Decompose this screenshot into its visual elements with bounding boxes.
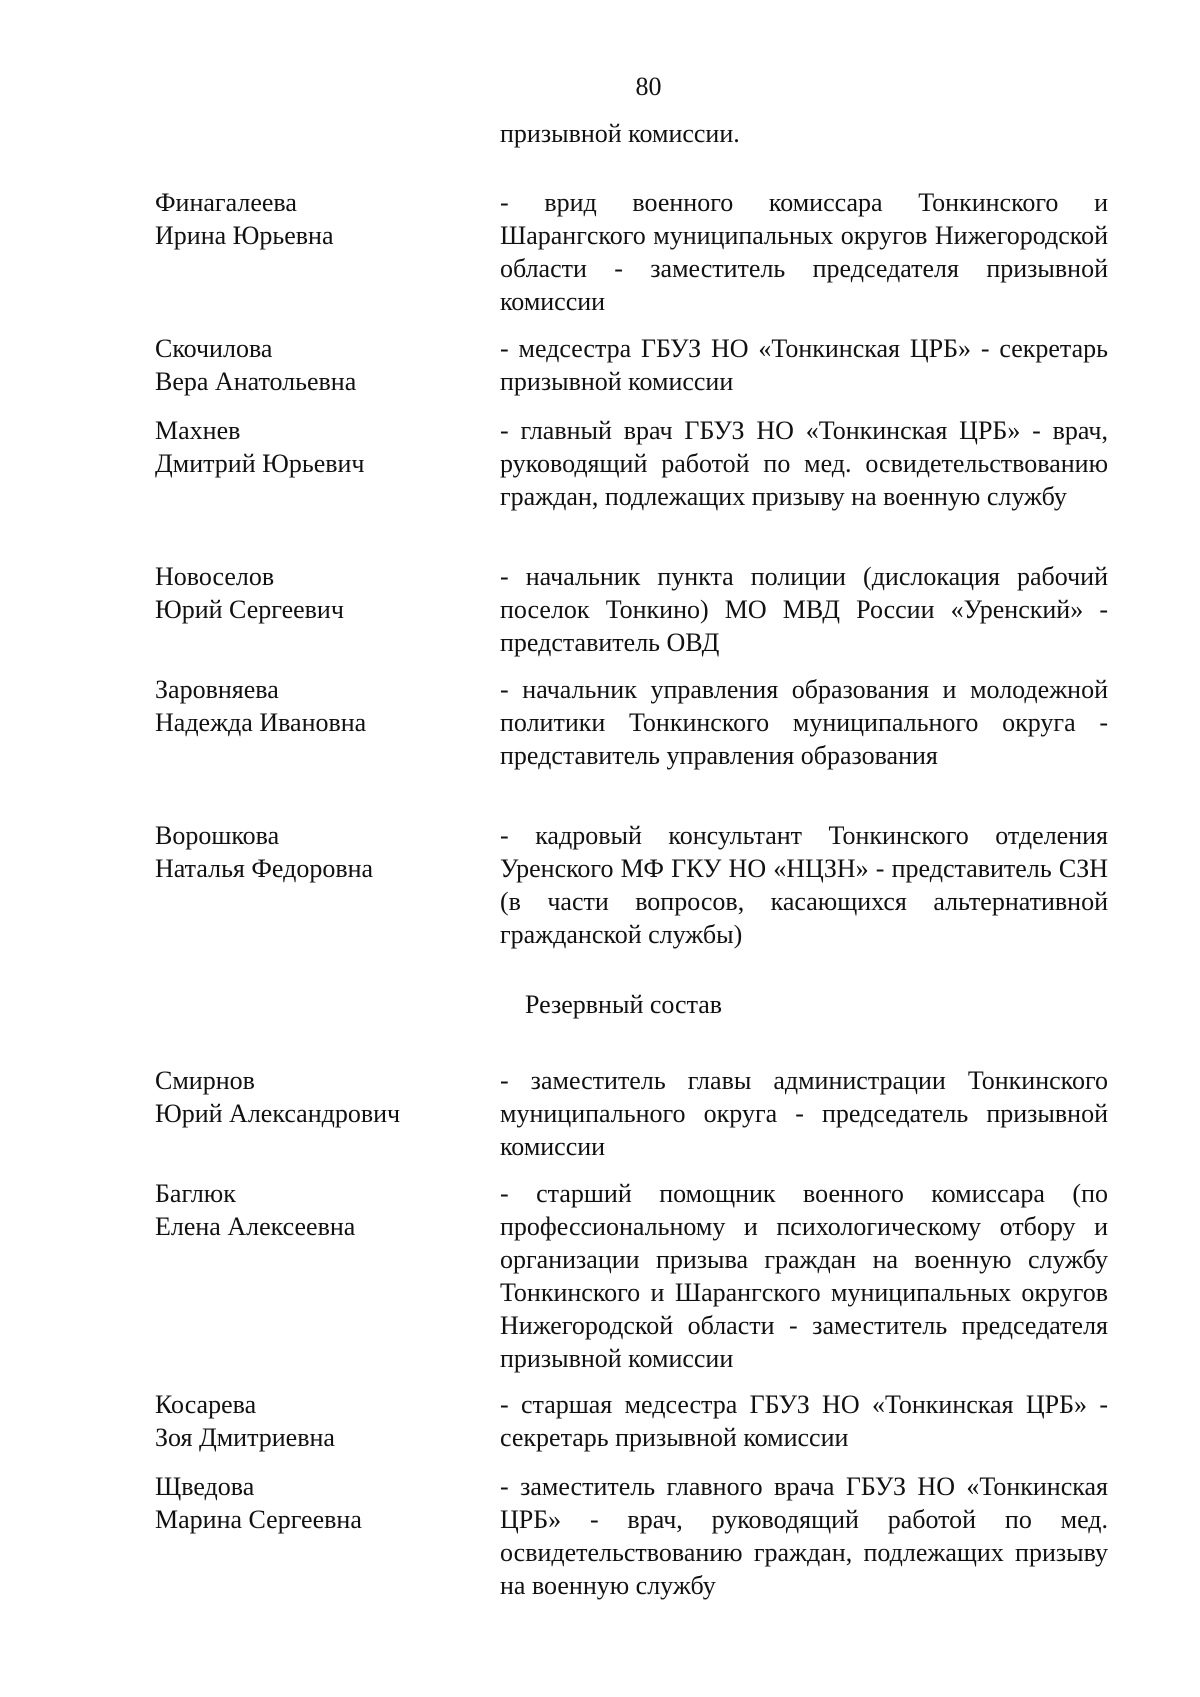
member-surname: Баглюк [155, 1179, 236, 1208]
page-number: 80 [635, 72, 662, 101]
member-role: - заместитель главы администрации Тонкинского муниципального округа - председатель призывной комиссии [500, 1066, 1108, 1161]
member-name [155, 1177, 475, 1243]
member-name [155, 332, 475, 398]
member-role: - начальник пункта полиции (дислокация рабочий поселок Тонкино) МО МВД России «Уренский» - представитель ОВД [500, 562, 1108, 657]
member-name [155, 1470, 475, 1536]
member-name [155, 1064, 475, 1130]
member-given-names: Юрий Александрович [155, 1099, 401, 1128]
member-surname: Косарева [155, 1390, 257, 1419]
member-role: - начальник управления образования и молодежной политики Тонкинского муниципального округа - представитель управления образования [500, 675, 1108, 770]
member-name [155, 1388, 475, 1454]
member-role: - старшая медсестра ГБУЗ НО «Тонкинская ЦРБ» - секретарь призывной комиссии [500, 1390, 1108, 1452]
member-name [155, 819, 475, 885]
member-role: - главный врач ГБУЗ НО «Тонкинская ЦРБ» - врач, руководящий работой по мед. освидетельствованию граждан, подлежащих призыву на военную службу [500, 416, 1108, 511]
member-role: - старший помощник военного комиссара (по профессиональному и психологическому отбору и организации призыва граждан на военную службу Тонкинского и Шарангского муниципальных округов Нижегородской области - заместитель председателя призывной комиссии [500, 1179, 1108, 1373]
member-role: - кадровый консультант Тонкинского отделения Уренского МФ ГКУ НО «НЦЗН» - представитель СЗН (в части вопросов, касающихся альтернативной гражданской службы) [500, 821, 1108, 949]
member-surname: Финагалеева [155, 188, 297, 217]
continuation-text: призывной комиссии. [500, 119, 740, 148]
member-given-names: Вера Анатольевна [155, 367, 357, 396]
member-name [155, 560, 475, 626]
member-surname: Смирнов [155, 1066, 255, 1095]
member-given-names: Наталья Федоровна [155, 854, 374, 883]
member-surname: Ворошкова [155, 821, 280, 850]
member-name [155, 186, 475, 252]
member-surname: Заровняева [155, 675, 279, 704]
member-given-names: Зоя Дмитриевна [155, 1423, 335, 1452]
member-given-names: Ирина Юрьевна [155, 221, 334, 250]
member-given-names: Юрий Сергеевич [155, 595, 344, 624]
member-name [155, 673, 475, 739]
member-name [155, 414, 475, 480]
member-role: - медсестра ГБУЗ НО «Тонкинская ЦРБ» - секретарь призывной комиссии [500, 334, 1108, 396]
member-surname: Новоселов [155, 562, 275, 591]
member-role: - врид военного комиссара Тонкинского и Шарангского муниципальных округов Нижегородской области - заместитель председателя призывной комиссии [500, 188, 1108, 316]
member-role: - заместитель главного врача ГБУЗ НО «Тонкинская ЦРБ» - врач, руководящий работой по мед. освидетельствованию граждан, подлежащих призыву на военную службу [500, 1472, 1108, 1600]
member-given-names: Марина Сергеевна [155, 1505, 362, 1534]
member-given-names: Надежда Ивановна [155, 708, 367, 737]
reserve-section-heading: Резервный состав [525, 990, 723, 1019]
member-surname: Махнев [155, 416, 241, 445]
member-surname: Щведова [155, 1472, 255, 1501]
member-surname: Скочилова [155, 334, 273, 363]
member-given-names: Елена Алексеевна [155, 1212, 356, 1241]
member-given-names: Дмитрий Юрьевич [155, 449, 365, 478]
